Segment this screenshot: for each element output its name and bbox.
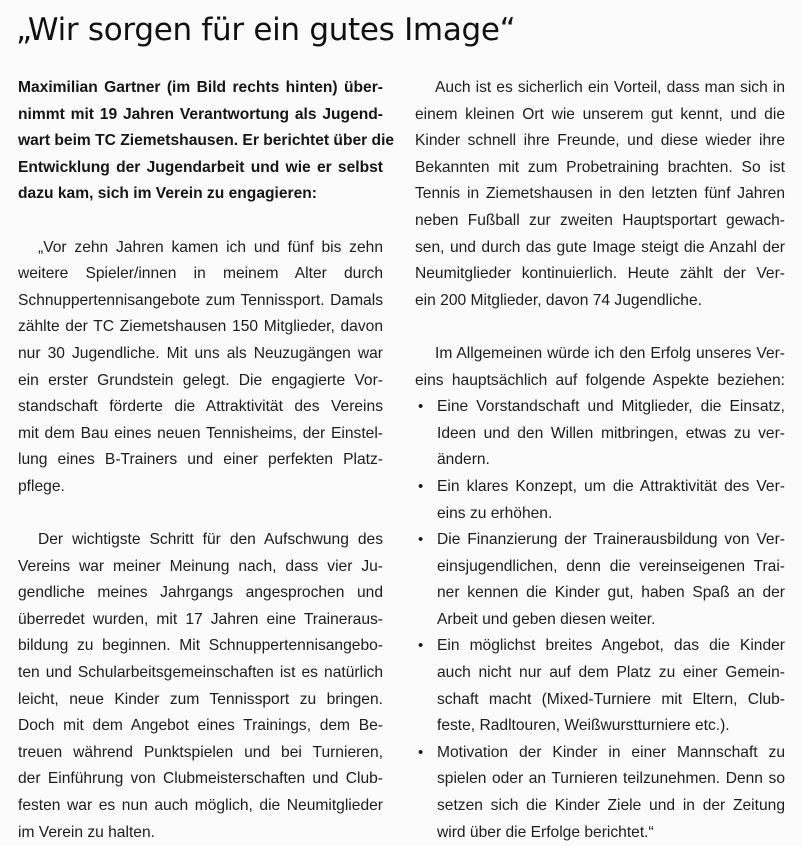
text-line: auch nicht nur auf dem Platz zu einer Gemein- (437, 664, 785, 682)
text-line: mit dem Bau eines neuen Tennisheims, der Einstel- (18, 424, 383, 442)
text-line: „Vor zehn Jahren kamen ich und fünf bis zehn (38, 238, 383, 256)
text-line: Entwicklung der Jugendarbeit und wie er selbst (18, 158, 383, 176)
article-title: „Wir sorgen für ein gutes Image“ (16, 12, 516, 48)
text-line: wart beim TC Ziemetshausen. Er berichtet über die (18, 132, 395, 150)
text-line: leicht, neue Kinder zum Tennissport zu bringen. (18, 690, 383, 708)
text-line: Die Finanzierung der Trainerausbildung von Ver- (437, 531, 785, 549)
text-line: Kinder schnell ihre Freunde, und diese wieder ihre (415, 132, 785, 150)
quote-paragraph-4 (415, 341, 785, 394)
list-item (415, 633, 785, 739)
text-line: Tennis in Ziemetshausen in den letzten fünf Jahren (415, 185, 785, 203)
text-line: sen, und durch das gute Image steigt die Anzahl der (415, 238, 785, 256)
text-line: Neumitglieder kontinuierlich. Heute zählt der Ver- (415, 265, 785, 283)
text-line: zählte der TC Ziemetshausen 150 Mitglieder, davon (18, 318, 383, 336)
quote-paragraph-2 (18, 527, 383, 846)
text-line: dazu kam, sich im Verein zu engagieren: (18, 185, 317, 203)
text-line: Maximilian Gartner (im Bild rechts hinten) über- (18, 79, 383, 96)
text-line: Im Allgemeinen würde ich den Erfolg unseres Ver- (435, 344, 785, 362)
text-line: eins zu erhöhen. (437, 504, 553, 522)
text-line: schaft macht (Mixed-Turniere mit Eltern, Club- (437, 690, 785, 708)
text-line: lung eines B-Trainers und einer perfekten Platz- (18, 451, 383, 469)
text-line: weitere Spieler/innen in meinem Alter durch (18, 265, 383, 283)
text-line: Eine Vorstandschaft und Mitglieder, die Einsatz, (437, 398, 785, 416)
success-aspects-list (415, 394, 785, 846)
text-line: treuen während Punktspielen und bei Turnieren, (18, 743, 383, 761)
text-line: der Einführung von Clubmeisterschaften und Club- (18, 770, 383, 788)
text-line: im Verein zu halten. (18, 823, 155, 841)
text-line: wird über die Erfolge berichtet.“ (437, 823, 654, 841)
text-line: Arbeit und geben diesen weiter. (437, 610, 656, 628)
text-line: überredet wurden, mit 17 Jahren eine Traineraus- (18, 610, 383, 628)
intro-paragraph (18, 75, 395, 208)
paragraph-spacer (18, 208, 383, 235)
text-line: ein 200 Mitglieder, davon 74 Jugendliche. (415, 291, 702, 309)
text-line: Ein möglichst breites Angebot, das die Kinder (437, 637, 785, 655)
text-line: spielen oder an Turnieren teilzunehmen. Denn so (437, 770, 785, 788)
right-column (415, 75, 785, 846)
text-line: festen war es nun auch möglich, die Neumitglieder (18, 797, 383, 815)
bullet-icon: • (418, 743, 424, 761)
text-line: nur 30 Jugendliche. Mit uns als Neuzugängen war (18, 344, 383, 362)
quote-paragraph-3 (415, 75, 785, 314)
bullet-icon: • (418, 637, 424, 655)
bullet-icon: • (418, 531, 424, 549)
text-line: ner kennen die Kinder gut, haben Spaß an der (437, 584, 785, 602)
text-line: Der wichtigste Schritt für den Aufschwung des (38, 531, 383, 549)
text-line: standschaft förderte die Attraktivität des Vereins (18, 398, 383, 416)
text-line: Vereins war meiner Meinung nach, dass vier Ju- (18, 557, 383, 575)
text-line: pflege. (18, 477, 65, 495)
bullet-icon: • (418, 477, 424, 495)
list-item (415, 474, 785, 527)
text-line: neben Fußball zur zweiten Hauptsportart gewach- (415, 211, 785, 229)
text-line: eins hauptsächlich auf folgende Aspekte beziehen: (415, 371, 785, 389)
paragraph-spacer (18, 501, 383, 528)
text-line: einsjugendlichen, denn die vereinseigenen Trai- (437, 557, 785, 575)
text-line: Schnuppertennisangebote zum Tennissport. Damals (18, 291, 383, 309)
text-line: ten und Schularbeitsgemeinschaften ist es natürlich (18, 664, 383, 682)
left-column (18, 75, 395, 846)
text-line: Auch ist es sicherlich ein Vorteil, dass man sich in (435, 79, 785, 96)
list-item (415, 740, 785, 846)
text-line: feste, Radltouren, Weißwurstturniere etc.). (437, 717, 730, 735)
text-line: ein erster Grundstein gelegt. Die engagierte Vor- (18, 371, 383, 389)
text-line: bildung zu beginnen. Mit Schnuppertennisangebo- (18, 637, 383, 655)
text-line: ändern. (437, 451, 490, 469)
text-line: gendliche meines Jahrgangs angesprochen und (18, 584, 383, 602)
bullet-icon: • (418, 398, 424, 416)
text-line: Motivation der Kinder in einer Mannschaft zu (437, 743, 785, 761)
text-line: Ideen und den Willen mitbringen, etwas zu ver- (437, 424, 785, 442)
text-line: nimmt mit 19 Jahren Verantwortung als Jugend- (18, 105, 383, 123)
quote-paragraph-1 (18, 235, 383, 501)
text-line: Doch mit dem Angebot eines Trainings, dem Be- (18, 717, 383, 735)
text-line: Bekannten mit zum Probetraining brachten. So ist (415, 158, 785, 176)
text-line: einem kleinen Ort wie unserem gut kennt, und die (415, 105, 785, 123)
paragraph-spacer (415, 314, 785, 341)
list-item (415, 394, 785, 474)
list-item (415, 527, 785, 633)
text-line: Ein klares Konzept, um die Attraktivität des Ver- (437, 477, 785, 495)
text-line: setzen sich die Kinder Ziele und in der Zeitung (437, 797, 785, 815)
